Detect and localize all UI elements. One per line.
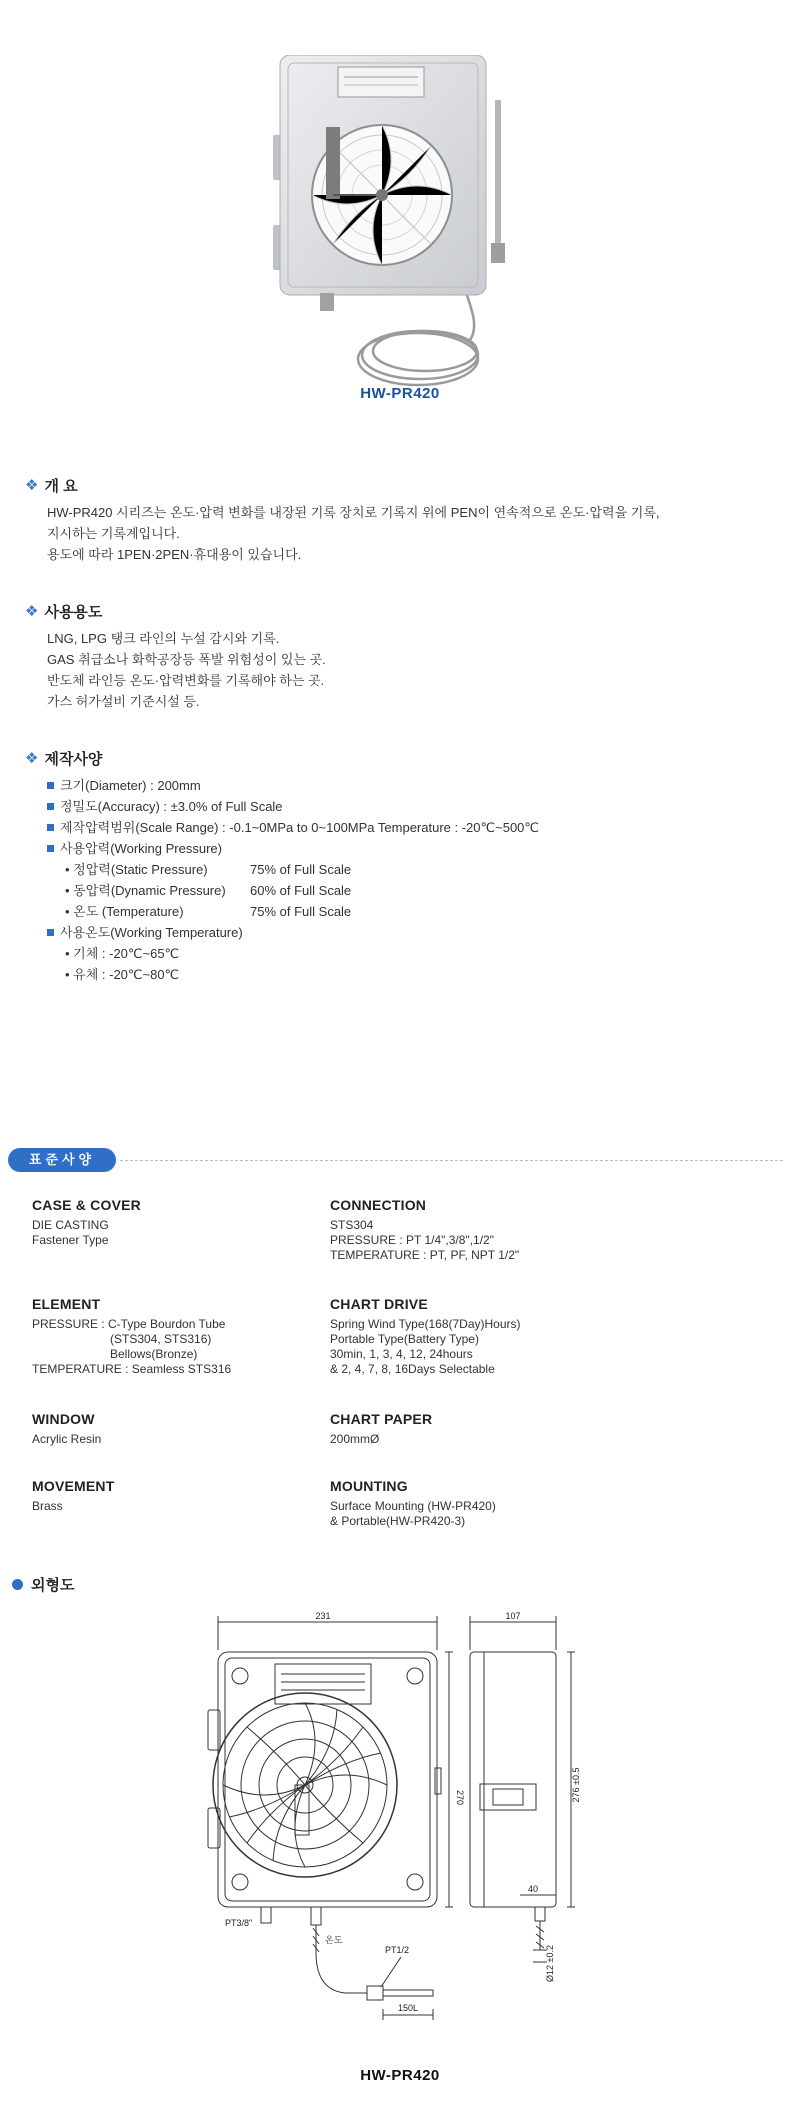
banner-divider — [120, 1160, 783, 1161]
sub-item-liquid: • 유체 : -20℃~80℃ — [65, 967, 180, 982]
dimension-drawing-svg — [195, 1610, 615, 2030]
spec-window: WINDOW Acrylic Resin — [32, 1411, 102, 1446]
overview-line: HW-PR420 시리즈는 온도·압력 변화를 내장된 기록 장치로 기록지 위에 PEN이 연속적으로 온도·압력을 기록, — [47, 505, 660, 520]
sub-item-dynamic: • 동압력(Dynamic Pressure) 60% of Full Scale — [65, 883, 352, 898]
standard-spec-title: 표준사양 — [8, 1148, 116, 1172]
dimension-drawing — [195, 1610, 615, 2030]
dimension-caption: HW-PR420 — [360, 2067, 440, 2084]
dim-height-label: 270 — [455, 1790, 465, 1806]
manufacture-title: 제작사양 — [44, 751, 103, 768]
spec-element: ELEMENT PRESSURE : C-Type Bourdon Tube (STS304, STS316) Bellows(Bronze) TEMPERATURE : Seamless STS316 — [32, 1296, 232, 1376]
dim-pt-label: PT3/8" — [225, 1918, 253, 1928]
product-photo — [270, 55, 530, 415]
dim-sensor-label: 온도 — [325, 1935, 343, 1945]
sub-item-temperature: • 온도 (Temperature) 75% of Full Scale — [65, 904, 352, 919]
usage-section — [25, 601, 785, 712]
square-icon — [47, 782, 54, 789]
square-icon — [47, 824, 54, 831]
diamond-icon: ❖ — [25, 750, 39, 767]
dim-depth-label: 107 — [505, 1611, 521, 1621]
dim-pt12-label: PT1/2 — [385, 1945, 410, 1955]
usage-body — [25, 628, 785, 712]
manufacture-list — [25, 775, 785, 985]
sub-item-gas: • 기체 : -20℃~65℃ — [65, 946, 180, 961]
usage-line: LNG, LPG 탱크 라인의 누설 감시와 기록. — [47, 631, 280, 646]
usage-line: GAS 취급소나 화학공장등 폭발 위험성이 있는 곳. — [47, 652, 326, 667]
spec-item-accuracy: 정밀도(Accuracy) : ±3.0% of Full Scale — [47, 796, 785, 817]
dim-dia-label: Ø12 ±0.2 — [545, 1945, 555, 1982]
dim-offset-label: 40 — [528, 1884, 539, 1894]
spec-item-working-temperature: 사용온도(Working Temperature) — [47, 922, 785, 943]
spec-case-cover: CASE & COVER DIE CASTING Fastener Type — [32, 1197, 141, 1247]
standard-spec-banner — [8, 1148, 783, 1172]
usage-line: 가스 허가설비 기준시설 등. — [47, 694, 200, 709]
spec-chart-paper: CHART PAPER 200mmØ — [330, 1411, 433, 1446]
overview-body — [25, 502, 785, 565]
square-icon — [47, 803, 54, 810]
overview-section — [25, 475, 785, 565]
dim-total-height-label: 276 ±0.5 — [571, 1767, 581, 1803]
diamond-icon: ❖ — [25, 603, 39, 620]
spec-item-diameter: 크기(Diameter) : 200mm — [47, 775, 785, 796]
dimension-heading — [12, 1574, 74, 1595]
spec-item-scale-range: 제작압력범위(Scale Range) : -0.1~0MPa to 0~100MPa Temperature : -20℃~500℃ — [47, 817, 785, 838]
square-icon — [47, 845, 54, 852]
spec-mounting: MOUNTING Surface Mounting (HW-PR420) & Portable(HW-PR420-3) — [330, 1478, 496, 1528]
overview-line: 지시하는 기록계입니다. — [47, 526, 180, 541]
square-icon — [47, 929, 54, 936]
dot-icon — [12, 1579, 23, 1590]
chart-recorder-illustration — [270, 55, 530, 415]
manufacture-section — [25, 748, 785, 985]
sub-item-static: • 정압력(Static Pressure) 75% of Full Scale — [65, 862, 352, 877]
overview-title: 개 요 — [44, 478, 78, 495]
overview-line: 용도에 따라 1PEN·2PEN·휴대용이 있습니다. — [47, 547, 302, 562]
dimension-title: 외형도 — [31, 1577, 75, 1594]
usage-line: 반도체 라인등 온도·압력변화를 기록해야 하는 곳. — [47, 673, 325, 688]
spec-connection: CONNECTION STS304 PRESSURE : PT 1/4",3/8",1/2" TEMPERATURE : PT, PF, NPT 1/2" — [330, 1197, 520, 1262]
dim-width-label: 231 — [315, 1611, 331, 1621]
product-model-caption: HW-PR420 — [360, 385, 440, 402]
spec-item-working-pressure: 사용압력(Working Pressure) — [47, 838, 785, 859]
spec-movement: MOVEMENT Brass — [32, 1478, 115, 1513]
dim-length-label: 150L — [397, 2003, 419, 2013]
diamond-icon: ❖ — [25, 477, 39, 494]
spec-chart-drive: CHART DRIVE Spring Wind Type(168(7Day)Hours) Portable Type(Battery Type) 30min, 1, 3, 4, 12, 24hours & 2, 4, 7, 8, 16Days Selectable — [330, 1296, 521, 1376]
usage-title: 사용용도 — [44, 604, 103, 621]
